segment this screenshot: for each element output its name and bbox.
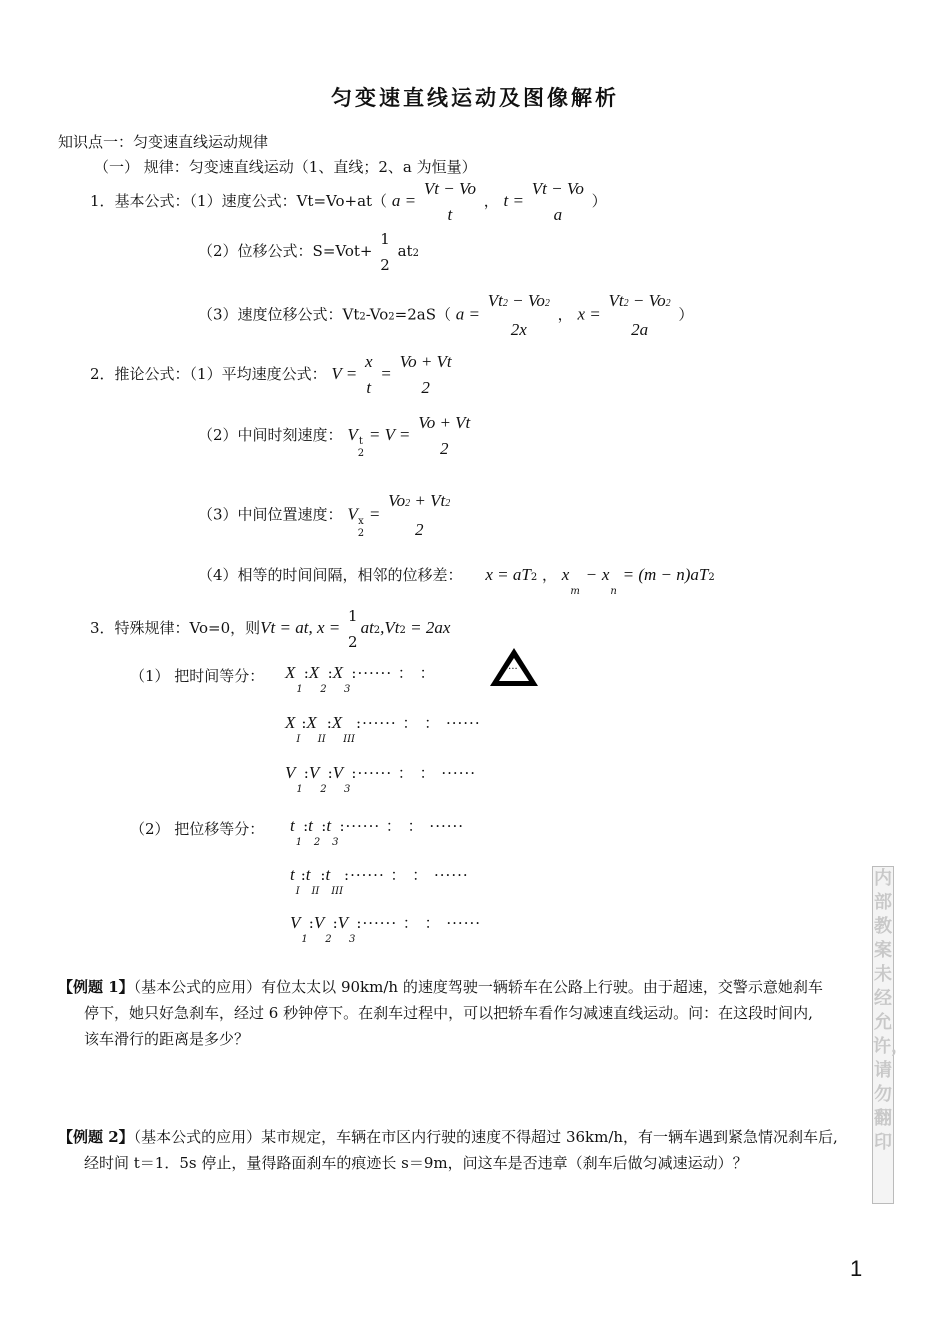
warning-triangle-icon <box>488 646 540 688</box>
comma: ， <box>541 566 557 584</box>
vd-formula: -Vo <box>365 305 389 324</box>
exponent: 2 <box>388 311 395 323</box>
sub-numerator: x <box>358 515 364 527</box>
ratio-symbol: X <box>285 713 296 732</box>
ratio-symbol: V <box>332 763 344 782</box>
subscript: 1 <box>295 837 303 848</box>
displacement-formula-row <box>198 226 419 278</box>
x-equals: x = <box>577 304 601 324</box>
comma: ， <box>483 192 499 210</box>
fraction-numerator <box>388 488 450 517</box>
fraction-numerator: Vo + Vt <box>418 413 471 432</box>
time-division-label: （1） 把时间等分： <box>130 667 265 685</box>
v-equals: V = <box>331 364 358 383</box>
fraction-denominator: 2a <box>631 320 649 339</box>
disp-formula: S=Vot+ <box>312 242 373 260</box>
triangle-dots: ···· <box>505 664 518 675</box>
exponent: 2 <box>530 572 538 583</box>
subscript: n <box>610 586 617 597</box>
exponent: 2 <box>399 625 406 636</box>
vd-formula: Vt <box>342 305 360 324</box>
subscript: 1 <box>296 784 303 795</box>
fraction-denominator: 2 <box>348 633 358 651</box>
page-number: 1 <box>850 1256 863 1281</box>
exponent: 2 <box>445 498 451 509</box>
example-text: 该车滑行的距离是多少？ <box>84 1030 250 1048</box>
fraction-a <box>424 176 476 228</box>
fraction-numerator: Vt − Vo <box>423 179 476 198</box>
ratio-symbol: t <box>308 816 313 835</box>
ratio-symbol: t <box>290 865 295 884</box>
equal-label: （4）相等的时间间隔，相邻的位移差： <box>198 566 463 584</box>
fraction-denominator: 2 <box>439 439 449 458</box>
fraction-x-t <box>365 349 373 401</box>
ratio-tail: :······ ： ： ······ <box>339 817 465 835</box>
speed-formula-row <box>90 176 607 228</box>
equals: = <box>368 504 381 524</box>
mid-pos-label: （3）中间位置速度： <box>198 505 343 524</box>
subscript: II <box>311 886 320 897</box>
subscript: 3 <box>332 837 339 848</box>
ratio-symbol: V <box>308 763 320 782</box>
fraction-t <box>532 176 584 228</box>
subscript: II <box>317 734 326 745</box>
velocity-displacement-row <box>198 288 693 343</box>
numerator-part: Vo <box>388 491 406 510</box>
mid-time-label: （2）中间时刻速度： <box>198 426 343 444</box>
ratio-symbol: X <box>308 663 320 682</box>
ratio-symbol: X <box>306 713 317 732</box>
subscript: m <box>570 586 580 597</box>
fraction-mid <box>418 410 470 462</box>
fraction-half <box>380 226 390 278</box>
special-rule-row <box>90 603 450 655</box>
x-symbol: x <box>601 565 610 584</box>
displacement-division-label: （2） 把位移等分： <box>130 820 265 838</box>
subscript: 2 <box>320 684 327 695</box>
mid-position-row <box>198 488 453 543</box>
subscript: I <box>295 886 300 897</box>
v-symbol: V <box>347 504 358 524</box>
numerator-part: − Vo <box>507 291 545 310</box>
ratio-row: $t_I:t_{II}:t_{III}:\cdot\cdot\cdot\cdot\cdot\cdot$ ： ： ······ <box>290 865 469 897</box>
exponent: 2 <box>502 298 508 309</box>
formula-x-at2: x = aT <box>485 565 531 584</box>
page-title: 匀变速直线运动及图像解析 <box>331 85 619 110</box>
exponent: 2 <box>412 248 419 259</box>
example-1 <box>58 974 898 1052</box>
average-speed-row <box>90 349 455 401</box>
basic-label: 1．基本公式： <box>90 192 190 210</box>
fraction-numerator: Vo + Vt <box>399 352 452 371</box>
ratio-symbol: X <box>285 663 296 682</box>
fraction-denominator: t <box>447 205 453 224</box>
x-symbol: x <box>561 565 570 584</box>
numerator-part: − Vo <box>628 291 666 310</box>
exponent: 2 <box>665 298 671 309</box>
avg-label: （1）平均速度公式： <box>189 365 327 383</box>
exponent: 2 <box>708 572 715 583</box>
example-text: 经时间 t＝1．5s 停止，量得路面刹车的痕迹长 s＝9m，问这车是否违章（刹车后做匀减速运动）？ <box>84 1154 748 1172</box>
ratio-row: $V_1:V_2:V_3:\cdot\cdot\cdot\cdot\cdot\cdot$ ： ： ······ <box>290 913 481 945</box>
mid-time-row <box>198 410 473 462</box>
fraction-numerator: x <box>364 352 373 371</box>
fraction-denominator: 2 <box>380 256 390 274</box>
disp-label: （2）位移公式： <box>198 242 313 260</box>
fraction-denominator: 2x <box>510 320 527 339</box>
sub-fraction <box>357 424 365 459</box>
special-formula: ,Vt <box>380 618 400 637</box>
ratio-row: $V_1:V_2:V_3:\cdot\cdot\cdot\cdot\cdot\cdot$ ： ： ······ <box>285 763 476 795</box>
fraction-denominator: t <box>366 378 372 397</box>
vd-formula: =2aS（ <box>394 305 451 324</box>
equals: = <box>380 364 392 383</box>
ratio-symbol: X <box>332 663 344 682</box>
ratio-symbol: t <box>305 865 311 884</box>
fraction-numerator: 1 <box>348 607 358 625</box>
fraction-vd-a <box>488 288 550 343</box>
section-heading: 知识点一：匀变速直线运动规律 <box>58 133 269 151</box>
t-equals: t = <box>503 191 524 210</box>
disp-tail: at <box>397 242 413 260</box>
exponent: 2 <box>544 298 550 309</box>
fraction-numerator <box>609 288 671 317</box>
subscript: 1 <box>296 684 303 695</box>
ratio-tail: :······ ： ： ······ <box>344 866 469 884</box>
ratio-symbol: t <box>290 816 295 835</box>
fraction-half <box>348 603 358 655</box>
special-formula: = 2ax <box>405 618 451 637</box>
close-paren: ） <box>591 192 607 210</box>
special-label: 3．特殊规律：Vo=0，则 <box>90 619 261 637</box>
subscript: 3 <box>344 684 351 695</box>
numerator-part: + Vt <box>410 491 446 510</box>
a-equals: a = <box>391 191 417 210</box>
fraction-vd-x <box>609 288 671 343</box>
special-formula: Vt = at, x = <box>260 618 341 637</box>
example-text: 停下，她只好急刹车，经过 6 秒钟停下。在刹车过程中，可以把轿车看作匀减速直线运动。问：在这段时间内, <box>84 1004 813 1022</box>
ratio-symbol: t <box>325 865 331 884</box>
sub-denominator: 2 <box>357 448 365 459</box>
ratio-tail: :······ ： ： <box>351 664 436 682</box>
ratio-row: $X_I:X_{II}:X_{III}:\cdot\cdot\cdot\cdot\cdot\cdot$ ： ： ······ <box>285 713 481 745</box>
numerator-part: Vt <box>608 291 624 310</box>
subscript: 2 <box>313 837 321 848</box>
ratio-tail: :······ ： ： ······ <box>356 714 481 732</box>
ratio-row: $X_1:X_2:X_3:\cdot\cdot\cdot\cdot\cdot\cdot$ ： ： <box>285 663 436 695</box>
fraction-denominator: 2 <box>421 378 430 397</box>
exponent: 2 <box>623 298 629 309</box>
equal-intervals-row <box>198 564 715 597</box>
fraction-avg <box>400 349 452 401</box>
exponent: 2 <box>373 625 381 636</box>
sub-numerator: t <box>358 436 363 447</box>
vd-label: （3）速度位移公式： <box>198 305 343 324</box>
fraction-numerator: 1 <box>380 230 390 248</box>
ratio-symbol: t <box>326 816 332 835</box>
example-2 <box>58 1124 898 1176</box>
subscript: III <box>331 886 344 897</box>
v-symbol: V <box>347 425 358 444</box>
ratio-symbol: V <box>290 913 301 932</box>
ratio-symbol: V <box>285 763 296 782</box>
close-paren: ） <box>678 305 694 324</box>
subscript: 2 <box>325 934 332 945</box>
fraction-pos <box>388 488 450 543</box>
watermark-stamp: 内部教案未经允许，请勿翻印 <box>872 866 894 1204</box>
subsection-heading: （一） 规律：匀变速直线运动（1、直线；2、a 为恒量） <box>94 158 477 176</box>
fraction-denominator: a <box>553 205 563 224</box>
inference-label: 2．推论公式： <box>90 365 190 383</box>
subscript: I <box>296 734 301 745</box>
example-tag: 【例题 2】 <box>58 1128 134 1146</box>
fraction-numerator <box>488 288 550 317</box>
subscript: 2 <box>320 784 327 795</box>
ratio-tail: :······ ： ： ······ <box>356 914 481 932</box>
special-formula: at <box>360 618 374 637</box>
exponent: 2 <box>359 311 366 323</box>
ratio-symbol: X <box>331 713 343 732</box>
formula-diff: = (m − n)aT <box>622 565 709 584</box>
example-text: （基本公式的应用）有位太太以 90km/h 的速度驾驶一辆轿车在公路上行驶。由于超速，交警示意她刹车 <box>133 978 823 996</box>
subscript: 1 <box>301 934 308 945</box>
subscript: 3 <box>344 784 351 795</box>
speed-label: （1）速度公式： <box>189 192 297 210</box>
a-equals: a = <box>455 304 480 324</box>
example-text: （基本公式的应用）某市规定，车辆在市区内行驶的速度不得超过 36km/h，有一辆车遇到紧急情况刹车后, <box>133 1128 838 1146</box>
fraction-numerator: Vt − Vo <box>531 179 584 198</box>
equals-v-equals: = V = <box>368 425 411 444</box>
sub-denominator: 2 <box>357 527 365 539</box>
fraction-denominator: 2 <box>414 520 424 539</box>
example-tag: 【例题 1】 <box>58 978 134 996</box>
subscript: 3 <box>349 934 356 945</box>
sub-fraction <box>357 504 365 539</box>
ratio-tail: :······ ： ： ······ <box>351 764 476 782</box>
exponent: 2 <box>405 498 411 509</box>
ratio-row: $t_1:t_2:t_3:\cdot\cdot\cdot\cdot\cdot\cdot$ ： ： ······ <box>290 816 465 848</box>
ratio-symbol: V <box>337 913 349 932</box>
speed-formula: Vt=Vo+at（ <box>296 192 388 210</box>
ratio-symbol: V <box>313 913 325 932</box>
subscript: III <box>343 734 356 745</box>
numerator-part: Vt <box>487 291 503 310</box>
comma: ， <box>557 305 573 324</box>
minus: − <box>585 565 598 584</box>
